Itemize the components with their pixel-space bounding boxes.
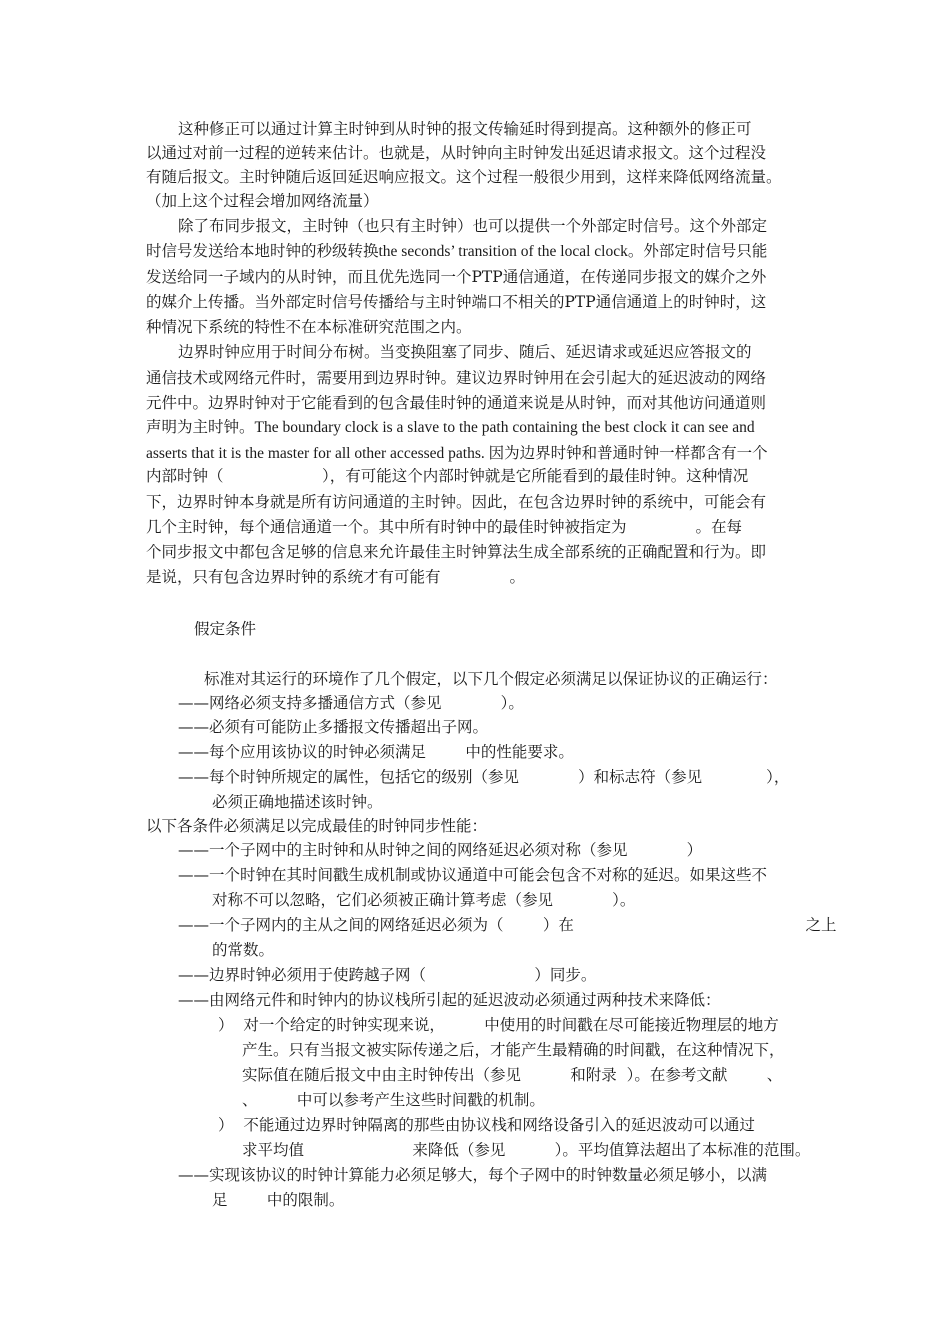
para3-line7: 下，边界时钟本身就是所有访问通道的主时钟。因此，在包含边界时钟的系统中，可能会有 xyxy=(146,493,767,511)
condition-item-4: ——边界时钟必须用于使跨越子网（ ）同步。 xyxy=(178,966,597,984)
para1-line2: 以通过对前一过程的逆转来估计。也就是，从时钟向主时钟发出延迟请求报文。这个过程没 xyxy=(146,144,767,162)
condition-5-sub2-line1: ） 不能通过边界时钟隔离的那些由协议栈和网络设备引入的延迟波动可以通过 xyxy=(218,1116,755,1134)
para1-line1: 这种修正可以通过计算主时钟到从时钟的报文传输延时得到提高。这种额外的修正可 xyxy=(178,120,752,138)
assumption-item-1: ——网络必须支持多播通信方式（参见 ）。 xyxy=(178,694,524,712)
para2-line2: 时信号发送给本地时钟的秒级转换the seconds’ transition of the local clock。外部定时信号只能 xyxy=(146,243,768,260)
para3-line9: 个同步报文中都包含足够的信息来允许最佳主时钟算法生成全部系统的正确配置和行为。即 xyxy=(146,543,767,561)
assumption-item-4-cont: 必须正确地描述该时钟。 xyxy=(212,793,383,811)
condition-5-sub1-line1: ） 对一个给定的时钟实现来说， 中使用的时间戳在尽可能接近物理层的地方 xyxy=(218,1016,779,1034)
condition-item-2-cont: 对称不可以忽略，它们必须被正确计算考虑（参见 ）。 xyxy=(212,891,636,909)
condition-5-sub2-line2: 求平均值 来降低（参见 ）。平均值算法超出了本标准的范围。 xyxy=(242,1141,811,1159)
condition-item-1: ——一个子网中的主时钟和从时钟之间的网络延迟必须对称（参见 ） xyxy=(178,841,703,859)
assumption-item-3: ——每个应用该协议的时钟必须满足 中的性能要求。 xyxy=(178,743,574,761)
assumption-item-4: ——每个时钟所规定的属性，包括它的级别（参见 ）和标志符（参见 ）， xyxy=(178,768,790,786)
condition-item-5: ——由网络元件和时钟内的协议栈所引起的延迟波动必须通过两种技术来降低： xyxy=(178,991,721,1009)
para3-line3: 元件中。边界时钟对于它能看到的包含最佳时钟的通道来说是从时钟，而对其他访问通道则 xyxy=(146,394,767,412)
para3-line5: asserts that it is the master for all other accessed paths. 因为边界时钟和普通时钟一样都含有一个 xyxy=(146,445,768,462)
condition-5-sub1-line4: 、 中可以参考产生这些时间戳的机制。 xyxy=(242,1091,545,1109)
para2-line4: 的媒介上传播。当外部定时信号传播给与主时钟端口不相关的PTP通信通道上的时钟时，这 xyxy=(146,293,767,311)
para3-line6: 内部时钟（ ），有可能这个内部时钟就是它所能看到的最佳时钟。这种情况 xyxy=(146,467,749,485)
para3-line8: 几个主时钟，每个通信通道一个。其中所有时钟中的最佳时钟被指定为 。在每 xyxy=(146,518,742,536)
condition-item-6-cont: 足 中的限制。 xyxy=(212,1191,345,1209)
condition-5-sub1-line2: 产生。只有当报文被实际传递之后，才能产生最精确的时间戳，在这种情况下， xyxy=(242,1041,785,1059)
para3-line4: 声明为主时钟。The boundary clock is a slave to the path containing the best clock it can see and xyxy=(146,419,755,436)
para3-line2: 通信技术或网络元件时，需要用到边界时钟。建议边界时钟用在会引起大的延迟波动的网络 xyxy=(146,369,767,387)
para2-line1: 除了布同步报文，主时钟（也只有主时钟）也可以提供一个外部定时信号。这个外部定 xyxy=(178,217,768,235)
conditions-intro: 以下各条件必须满足以完成最佳的时钟同步性能： xyxy=(146,817,488,835)
para2-line3: 发送给同一子域内的从时钟，而且优先选同一个PTP通信通道，在传递同步报文的媒介之外 xyxy=(146,268,767,286)
condition-item-2: ——一个时钟在其时间戳生成机制或协议通道中可能会包含不对称的延迟。如果这些不 xyxy=(178,866,768,884)
condition-item-3: ——一个子网内的主从之间的网络延迟必须为（ ）在 之上 xyxy=(178,916,837,934)
para2-line5: 种情况下系统的特性不在本标准研究范围之内。 xyxy=(146,318,472,336)
assumption-intro: 标准对其运行的环境作了几个假定，以下几个假定必须满足以保证协议的正确运行： xyxy=(204,670,778,688)
assumption-item-2: ——必须有可能防止多播报文传播超出子网。 xyxy=(178,718,489,736)
condition-item-6: ——实现该协议的时钟计算能力必须足够大，每个子网中的时钟数量必须足够小，以满 xyxy=(178,1166,768,1184)
section-heading: 假定条件 xyxy=(194,620,257,638)
para1-line3: 有随后报文。主时钟随后返回延迟响应报文。这个过程一般很少用到，这样来降低网络流量。 xyxy=(146,168,782,186)
para1-line4: （加上这个过程会增加网络流量） xyxy=(146,192,379,210)
para3-line10: 是说，只有包含边界时钟的系统才有可能有 。 xyxy=(146,568,525,586)
condition-5-sub1-line3: 实际值在随后报文中由主时钟传出（参见 和附录 ）。在参考文献 、 xyxy=(242,1066,783,1084)
condition-item-3-cont: 的常数。 xyxy=(212,941,275,959)
para3-line1: 边界时钟应用于时间分布树。当变换阻塞了同步、随后、延迟请求或延迟应答报文的 xyxy=(178,343,752,361)
